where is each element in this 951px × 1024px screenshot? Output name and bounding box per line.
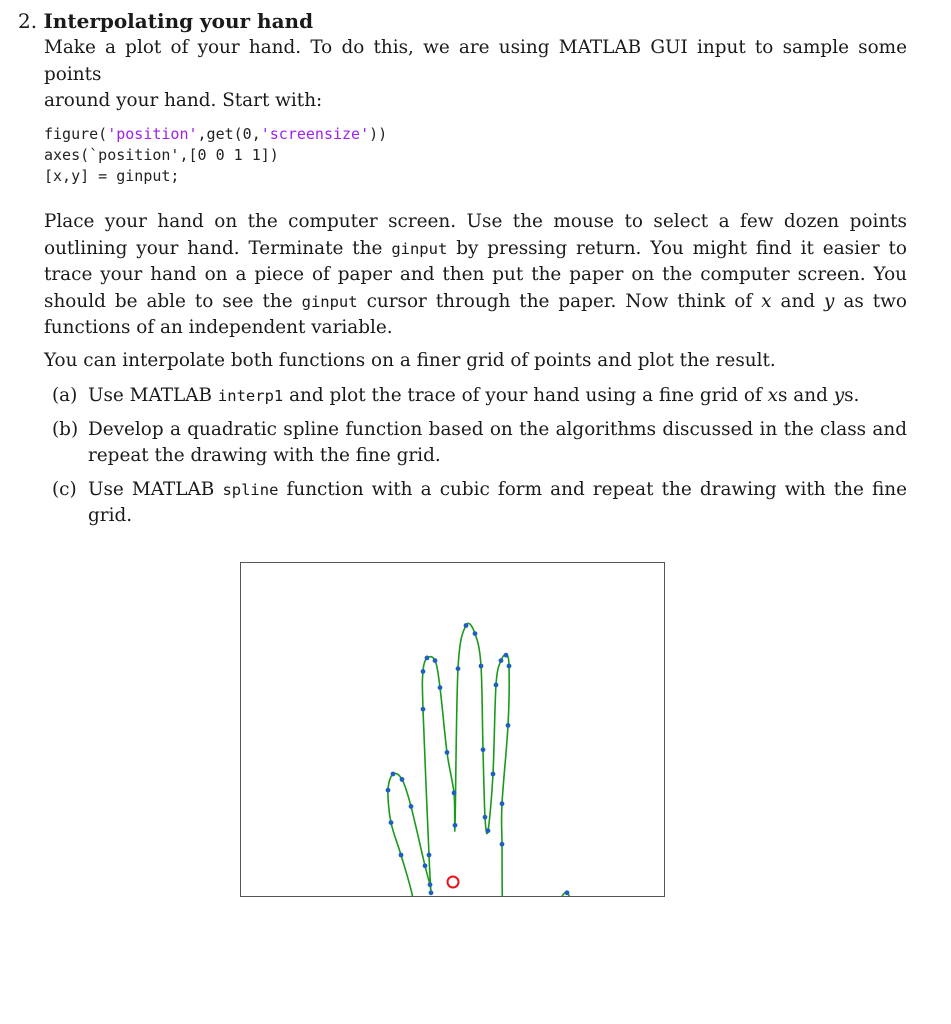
math-var: x bbox=[767, 385, 778, 406]
text-run: cursor through the paper. Now think of bbox=[357, 290, 762, 312]
sample-point bbox=[491, 772, 496, 777]
task-item-b bbox=[52, 417, 907, 470]
math-var: x bbox=[761, 290, 772, 312]
code-token: figure( bbox=[44, 125, 108, 143]
inline-code: ginput bbox=[391, 239, 448, 258]
intro-line-2: around your hand. Start with: bbox=[44, 90, 323, 111]
text-run: as two functions of an independent variable. bbox=[44, 290, 907, 338]
instructions-paragraph bbox=[44, 209, 907, 342]
intro-line-1: Make a plot of your hand. To do this, we are using MATLAB GUI input to sample some points bbox=[44, 37, 907, 85]
sample-point bbox=[500, 842, 505, 847]
code-string: 'screensize' bbox=[260, 125, 370, 143]
sample-point bbox=[400, 777, 405, 782]
sample-point bbox=[464, 623, 469, 628]
text-run: and plot the trace of your hand using a fine grid of bbox=[283, 385, 768, 406]
sample-point bbox=[500, 801, 505, 806]
sample-point bbox=[438, 685, 443, 690]
sample-point bbox=[494, 683, 499, 688]
inline-code: spline bbox=[222, 480, 279, 499]
code-string: 'position' bbox=[107, 125, 198, 143]
sample-point bbox=[399, 853, 404, 858]
problem-number: 2. bbox=[18, 9, 38, 33]
problem-heading bbox=[18, 8, 313, 34]
sample-point bbox=[481, 747, 486, 752]
sample-point bbox=[473, 631, 478, 636]
math-var: y bbox=[833, 385, 845, 406]
sample-point bbox=[429, 890, 434, 895]
hand-trace-plot bbox=[241, 563, 664, 896]
task-item-c bbox=[52, 477, 907, 530]
sample-point bbox=[386, 788, 391, 793]
problem-title: Interpolating your hand bbox=[43, 9, 314, 33]
sample-points-group bbox=[386, 623, 577, 896]
task-label: (a) bbox=[52, 385, 78, 406]
inline-code: ginput bbox=[301, 292, 358, 311]
sample-point bbox=[423, 863, 428, 868]
text-run: function with a cubic form and repeat the drawing with the fine grid. bbox=[88, 478, 907, 526]
sample-point bbox=[433, 658, 438, 663]
sample-point bbox=[507, 664, 512, 669]
sample-point bbox=[427, 853, 432, 858]
math-var: y bbox=[824, 290, 835, 312]
sample-point bbox=[456, 666, 461, 671]
code-token: ,get(0, bbox=[197, 125, 261, 143]
text-run: s and bbox=[778, 385, 834, 406]
sample-point bbox=[409, 804, 414, 809]
task-item-a bbox=[52, 383, 907, 410]
text-run: Develop a quadratic spline function based on the algorithms discussed in the class and repeat the drawing with the fine grid. bbox=[88, 418, 907, 466]
sample-point bbox=[453, 823, 458, 828]
sample-point bbox=[391, 772, 396, 777]
interpolate-paragraph: You can interpolate both functions on a finer grid of points and plot the result. bbox=[44, 350, 776, 371]
sample-point bbox=[445, 750, 450, 755]
sample-point bbox=[389, 820, 394, 825]
hand-trace-figure bbox=[240, 562, 665, 897]
task-label: (b) bbox=[52, 418, 79, 440]
task-label: (c) bbox=[52, 478, 77, 500]
code-block bbox=[44, 124, 387, 187]
sample-point bbox=[506, 723, 511, 728]
sample-point bbox=[479, 664, 484, 669]
text-run: Use MATLAB bbox=[88, 478, 223, 500]
sample-point bbox=[452, 791, 457, 796]
sample-point bbox=[499, 658, 504, 663]
sample-point bbox=[565, 890, 570, 895]
code-line-1 bbox=[44, 124, 387, 145]
sample-point bbox=[421, 707, 426, 712]
code-token: )) bbox=[369, 125, 388, 143]
intro-paragraph bbox=[44, 35, 907, 115]
task-list bbox=[52, 383, 907, 537]
text-run: and bbox=[771, 290, 825, 312]
inline-code: interp1 bbox=[217, 387, 284, 405]
text-run: Place your hand on the computer screen. Use the mouse to select a few dozen points outlining your hand. Terminate the bbox=[44, 211, 907, 259]
text-run: Use MATLAB bbox=[88, 385, 218, 406]
sample-point bbox=[486, 828, 491, 833]
sample-point bbox=[425, 656, 430, 661]
code-line-3: [x,y] = ginput; bbox=[44, 167, 180, 185]
text-run: s. bbox=[844, 385, 860, 406]
sample-point bbox=[504, 653, 509, 658]
text-run: by pressing return. You might find it easier to trace your hand on a piece of paper and then put the paper on the computer screen. You should be able to see the bbox=[44, 237, 908, 312]
origin-marker bbox=[448, 877, 459, 888]
sample-point bbox=[428, 882, 433, 887]
sample-point bbox=[421, 669, 426, 674]
code-line-2: axes(`position',[0 0 1 1]) bbox=[44, 146, 279, 164]
sample-point bbox=[483, 815, 488, 820]
